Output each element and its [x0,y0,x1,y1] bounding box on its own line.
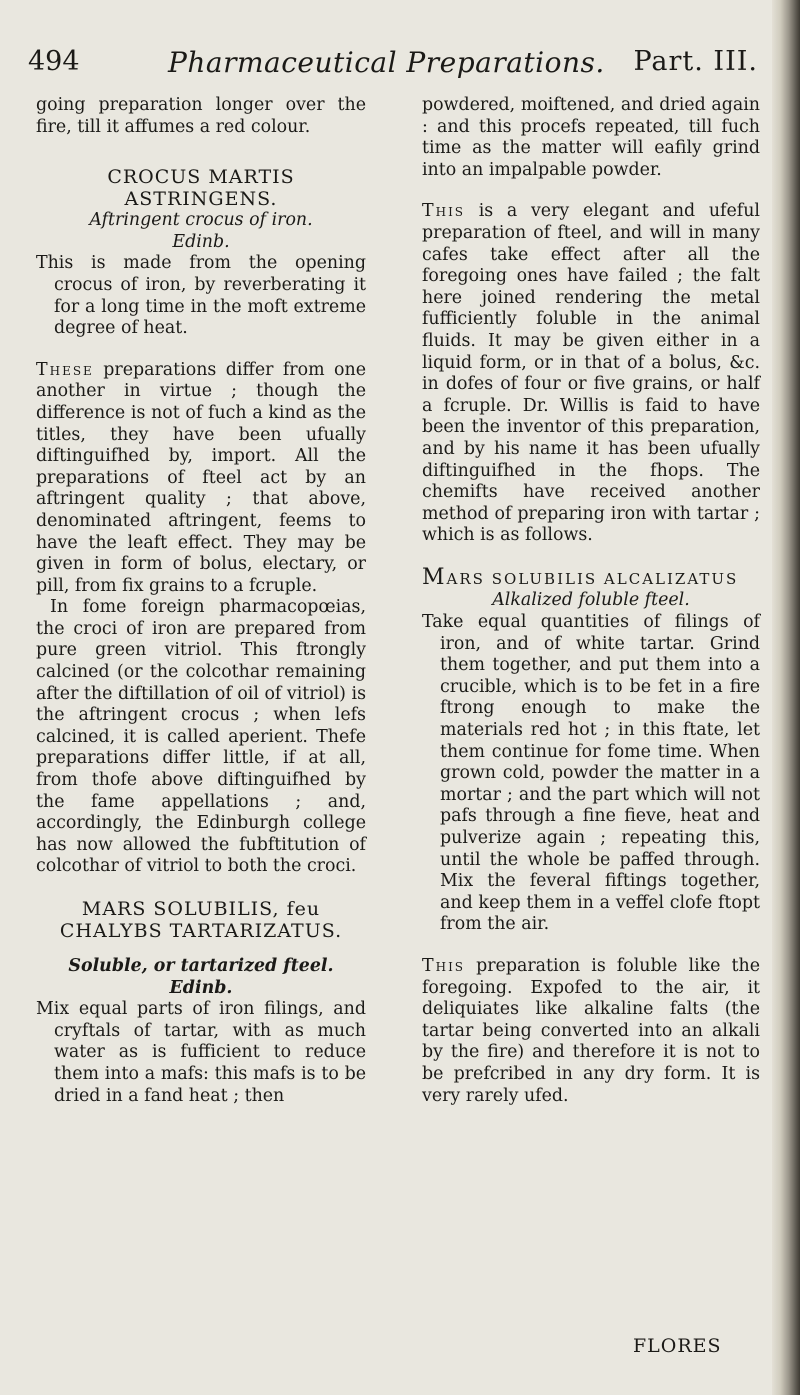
heading-alkalized [422,564,760,591]
paragraph-this [422,201,760,547]
subheading-mars: Soluble, or tartarized fteel. [68,956,334,976]
heading-initial: M [422,564,447,590]
page-edge-shadow [772,0,800,1395]
part-label: Part. III. [633,46,758,77]
lead-word: These [36,359,94,380]
paragraph-take: Take equal quantities of filings of iron, and of white tartar. Grind them together, and put them into a crucible, which is to be fet in a fire ftrong enough to make the materials red hot ; in this ftate, let them continue for fome time. When grown cold, powder the matter in a mortar ; and the part which will not pafs through a fine fieve, heat and pulverize again ; repeating this, until the whole be paffed through. Mix the feveral fiftings together, and keep them in a veffel clofe ftopt from the air. [422,612,760,935]
paragraph-powdered: powdered, moiftened, and dried again : and this procefs repeated, till fuch time as the matter will eafily grind into an impalpable powder. [422,95,760,180]
paragraph-these-text: preparations differ from one another in virtue ; though the difference is not of fuch a kind as the titles, they have been ufually diftinguifhed by, import. All the preparations of fteel act by an aftringent quality ; that above, denominated aftringent, feems to have the leaft effect. They may be given in form of bolus, electary, or pill, from fix grains to a fcruple. [36,359,366,596]
right-column [422,95,760,1107]
subheading-alkalized: Alkalized foluble fteel. [492,590,690,611]
paragraph-foreign: In fome foreign pharmacopœias, the croci of iron are prepared from pure green vitriol. This ftrongly calcined (or the colcothar remaining after the diftillation of oil of vitriol) is the aftringent crocus ; when lefs calcined, it is called aperient. Thefe preparations differ little, if at all, from thofe above diftinguifhed by the fame appellations ; and, accordingly, the Edinburgh college has now allowed the fubftitution of colcothar of vitriol to both the croci. [36,597,366,877]
paragraph-this-text: is a very elegant and ufeful preparation of fteel, and will in many cafes take effect after all the foregoing ones have failed ; the falt here joined rendering the metal fufficiently foluble in the animal fluids. It may be given either in a liquid form, or in that of a bolus, &c. in dofes of four or five grains, or half a fcruple. Dr. Willis is faid to have been the inventor of this preparation, and by his name it has been ufually diftinguifhed in the fhops. The chemifts have received another method of preparing iron with tartar ; which is as follows. [422,201,760,546]
lead-word: This [422,201,466,222]
source-edinb-2: Edinb. [169,977,233,998]
paragraph-preparation-text: preparation is foluble like the foregoing. Expofed to the air, it deliquiates like alkaline falts (the tartar being converted into an alkali by the fire) and therefore it is not to be prefcribed in any dry form. It is very rarely ufed. [422,955,760,1106]
paragraph-these [36,360,366,598]
lead-word: This [422,955,466,976]
page-number: 494 [28,46,80,77]
subheading-crocus: Aftringent crocus of iron. [89,210,313,231]
running-title: Pharmaceutical Preparations. [168,46,605,79]
page-header [28,46,758,90]
paragraph-mix: Mix equal parts of iron filings, and cryftals of tartar, with as much water as is fufficient to reduce them into a mafs: this mafs is to be dried in a fand heat ; then [36,999,366,1106]
left-column [36,95,366,1107]
heading-rest: ARS SOLUBILIS ALCALIZATUS [446,569,739,588]
heading-mars-2: CHALYBS TARTARIZATUS. [59,920,343,942]
heading-mars-1: MARS SOLUBILIS, feu [81,898,321,920]
paragraph-crocus: This is made from the opening crocus of iron, by reverberating it for a long time in the moft extreme degree of heat. [36,253,366,339]
paragraph-preparation [422,956,760,1107]
paragraph-intro: going preparation longer over the fire, till it affumes a red colour. [36,95,366,137]
source-edinb: Edinb. [172,231,230,252]
catchword: FLORES [633,1335,722,1357]
heading-crocus: CROCUS MARTIS ASTRINGENS. [107,166,295,211]
